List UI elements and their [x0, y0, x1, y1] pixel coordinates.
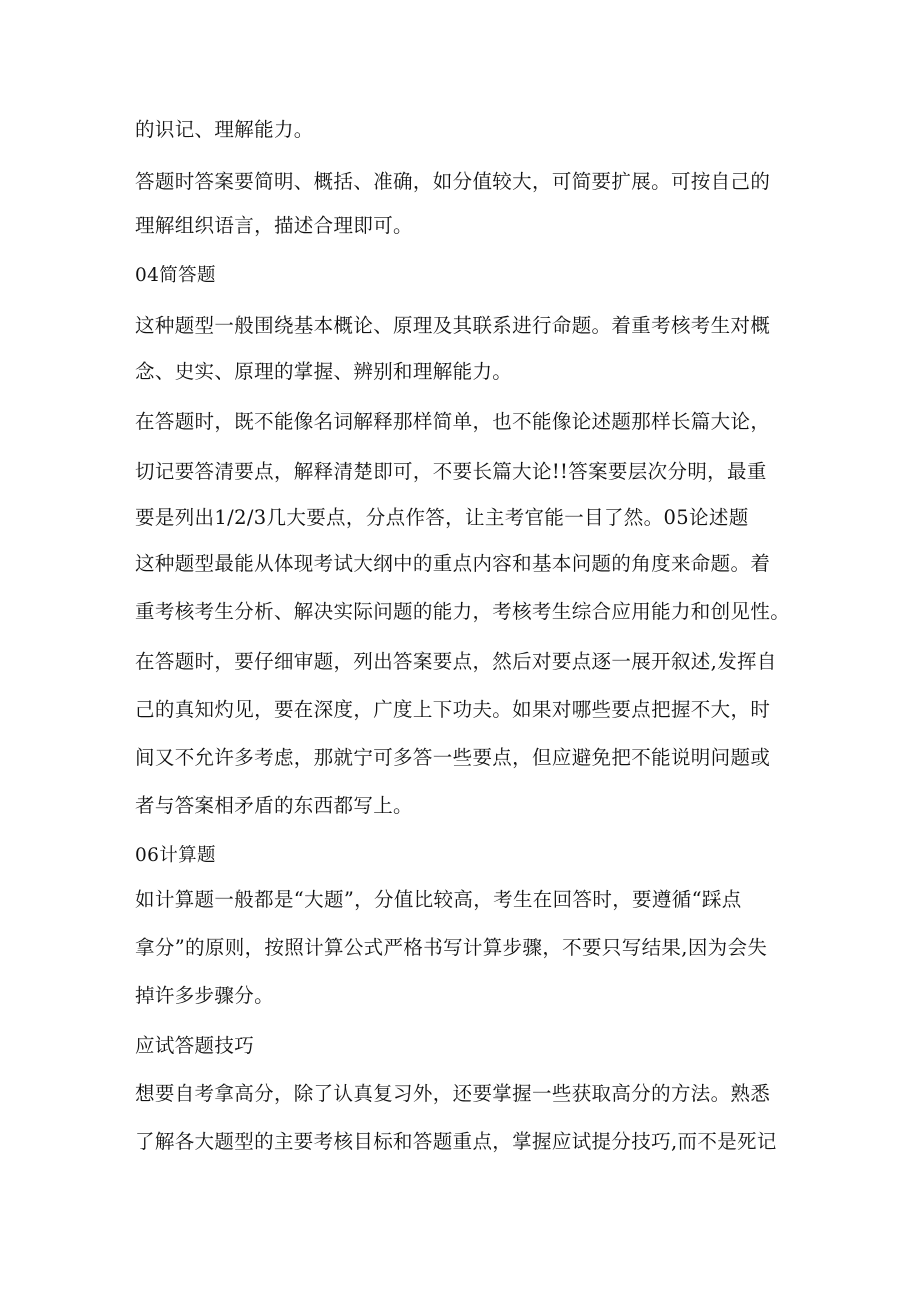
text-line: 答题时答案要简明、概括、准确，如分值较大，可简要扩展。可按自己的 — [135, 170, 771, 193]
text-line: 间又不允许多考虑，那就宁可多答一些要点，但应避免把不能说明问题或 — [135, 746, 771, 769]
section-heading-06: 06计算题 — [135, 845, 216, 866]
text-line: 念、史实、原理的掌握、辨别和理解能力。 — [135, 360, 513, 383]
text-line: 想要自考拿高分，除了认真复习外，还要掌握一些获取高分的方法。熟悉 — [135, 1082, 771, 1105]
text-line: 己的真知灼见，要在深度，广度上下功夫。如果对哪些要点把握不大，时 — [135, 698, 771, 721]
text-line: 理解组织语言，描述合理即可。 — [135, 214, 413, 237]
text-line: 切记要答清要点，解释清楚即可，不要长篇大论!!答案要层次分明，最重 — [135, 460, 767, 483]
section-heading-tips: 应试答题技巧 — [135, 1034, 255, 1057]
text-line: 拿分”的原则，按照计算公式严格书写计算步骤，不要只写结果,因为会失 — [135, 936, 768, 959]
text-line: 重考核考生分析、解决实际问题的能力，考核考生综合应用能力和创见性。 — [135, 600, 791, 623]
text-line: 的识记、理解能力。 — [135, 118, 314, 141]
text-line: 者与答案相矛盾的东西都写上。 — [135, 794, 413, 817]
text-line: 如计算题一般都是“大题”，分值比较高，考生在回答时，要遵循“踩点 — [135, 888, 742, 911]
text-line: 在答题时，既不能像名词解释那样简单，也不能像论述题那样长篇大论， — [135, 410, 771, 433]
section-heading-04: 04简答题 — [135, 265, 216, 286]
text-line: 掉许多步骤分。 — [135, 984, 274, 1007]
text-line: 要是列出1/2/3几大要点，分点作答，让主考官能一目了然。05论述题 — [135, 506, 749, 529]
text-line: 了解各大题型的主要考核目标和答题重点，掌握应试提分技巧,而不是死记 — [135, 1130, 777, 1153]
text-line: 在答题时，要仔细审题，列出答案要点，然后对要点逐一展开叙述,发挥自 — [135, 650, 777, 673]
text-line: 这种题型一般围绕基本概论、原理及其联系进行命题。着重考核考生对概 — [135, 314, 771, 337]
text-line: 这种题型最能从体现考试大纲中的重点内容和基本问题的角度来命题。着 — [135, 552, 771, 575]
